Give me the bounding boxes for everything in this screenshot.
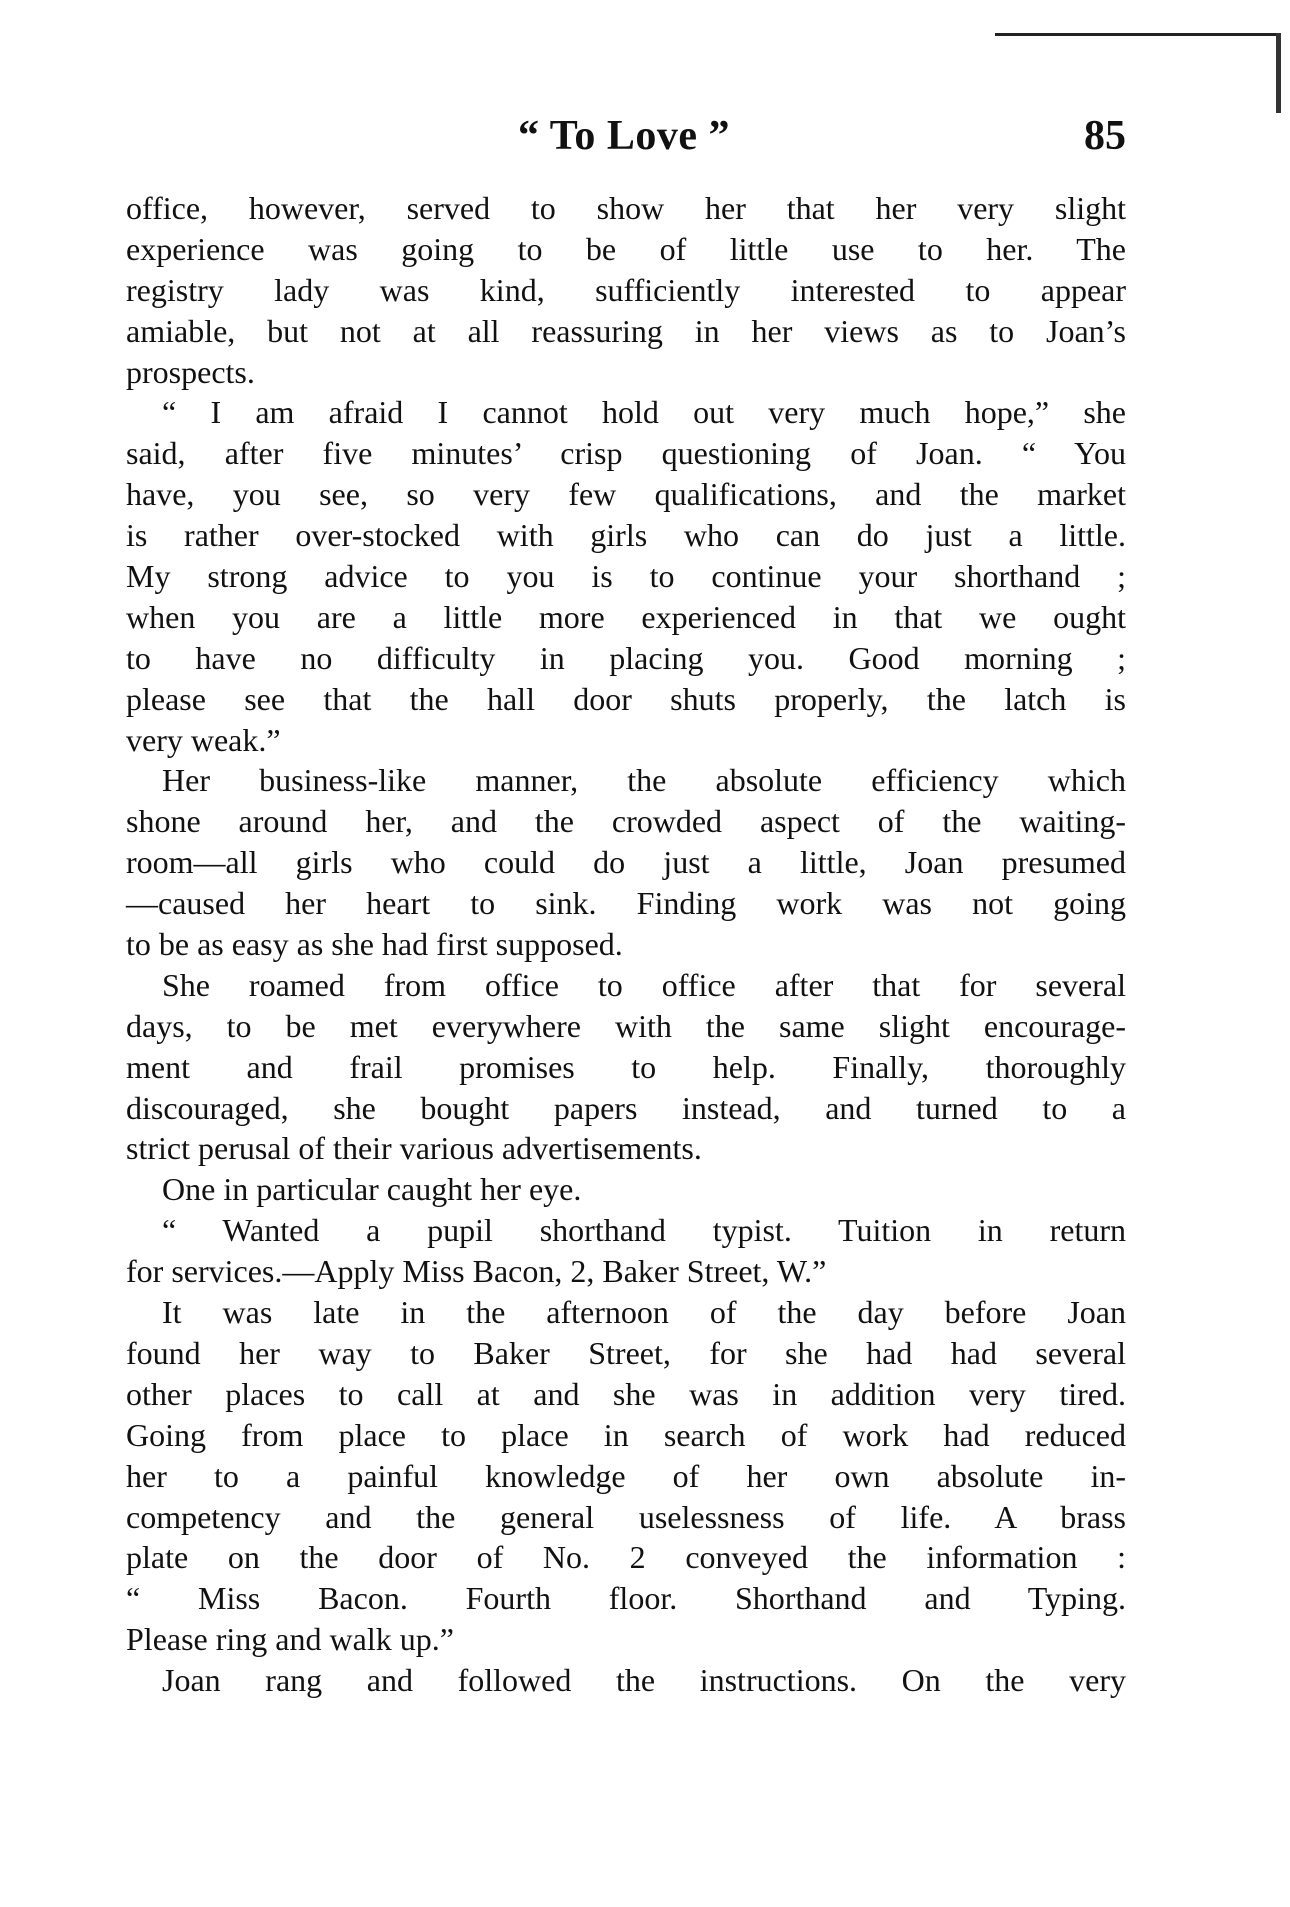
text-line: ment and frail promises to help. Finally, thoroughly	[126, 1048, 1126, 1085]
text-line: said, after five minutes’ crisp questioning of Joan. “ You	[126, 435, 1126, 472]
text-line: Her business-like manner, the absolute efficiency which	[162, 762, 1126, 799]
text-line: room—all girls who could do just a little, Joan presumed	[126, 844, 1126, 881]
text-line: very weak.”	[126, 721, 281, 758]
text-line: She roamed from office to office after that for several	[162, 966, 1126, 1003]
text-line: “ I am afraid I cannot hold out very much hope,” she	[162, 394, 1126, 431]
text-line: found her way to Baker Street, for she had had several	[126, 1334, 1126, 1371]
scan-edge-line	[995, 33, 1280, 36]
text-line: her to a painful knowledge of her own absolute in-	[126, 1457, 1126, 1494]
text-line: to be as easy as she had first supposed.	[126, 926, 623, 963]
running-title: “ To Love ”	[518, 113, 731, 159]
scan-page-edge	[1276, 33, 1281, 113]
page-number: 85	[1084, 113, 1126, 159]
text-line: amiable, but not at all reassuring in her views as to Joan’s	[126, 312, 1126, 349]
text-line: “ Wanted a pupil shorthand typist. Tuition in return	[162, 1212, 1126, 1249]
text-line: experience was going to be of little use to her. The	[126, 230, 1126, 267]
text-line: prospects.	[126, 353, 255, 390]
text-line: One in particular caught her eye.	[162, 1171, 582, 1208]
text-line: days, to be met everywhere with the same slight encourage-	[126, 1007, 1126, 1044]
text-line: My strong advice to you is to continue your shorthand ;	[126, 558, 1126, 595]
text-line: discouraged, she bought papers instead, and turned to a	[126, 1089, 1126, 1126]
text-line: shone around her, and the crowded aspect of the waiting-	[126, 803, 1126, 840]
text-line: strict perusal of their various advertisements.	[126, 1130, 702, 1167]
text-line: competency and the general uselessness of life. A brass	[126, 1498, 1126, 1535]
text-line: is rather over-stocked with girls who can do just a little.	[126, 517, 1126, 554]
text-line: other places to call at and she was in addition very tired.	[126, 1375, 1126, 1412]
body-text	[126, 188, 1126, 1701]
page-header	[126, 112, 1126, 162]
text-line: Joan rang and followed the instructions. On the very	[162, 1662, 1126, 1699]
text-line: registry lady was kind, sufficiently interested to appear	[126, 271, 1126, 308]
text-line: It was late in the afternoon of the day before Joan	[162, 1294, 1126, 1331]
text-line: when you are a little more experienced in that we ought	[126, 598, 1126, 635]
text-line: to have no difficulty in placing you. Good morning ;	[126, 639, 1126, 676]
text-line: plate on the door of No. 2 conveyed the information :	[126, 1539, 1126, 1576]
text-line: —caused her heart to sink. Finding work was not going	[126, 885, 1126, 922]
text-line: for services.—Apply Miss Bacon, 2, Baker Street, W.”	[126, 1253, 827, 1290]
text-line: Going from place to place in search of work had reduced	[126, 1416, 1126, 1453]
text-line: “ Miss Bacon. Fourth floor. Shorthand and Typing.	[126, 1580, 1126, 1617]
text-line: office, however, served to show her that her very slight	[126, 190, 1126, 226]
text-line: have, you see, so very few qualifications, and the market	[126, 476, 1126, 513]
text-line: please see that the hall door shuts properly, the latch is	[126, 680, 1126, 717]
text-line: Please ring and walk up.”	[126, 1621, 454, 1658]
